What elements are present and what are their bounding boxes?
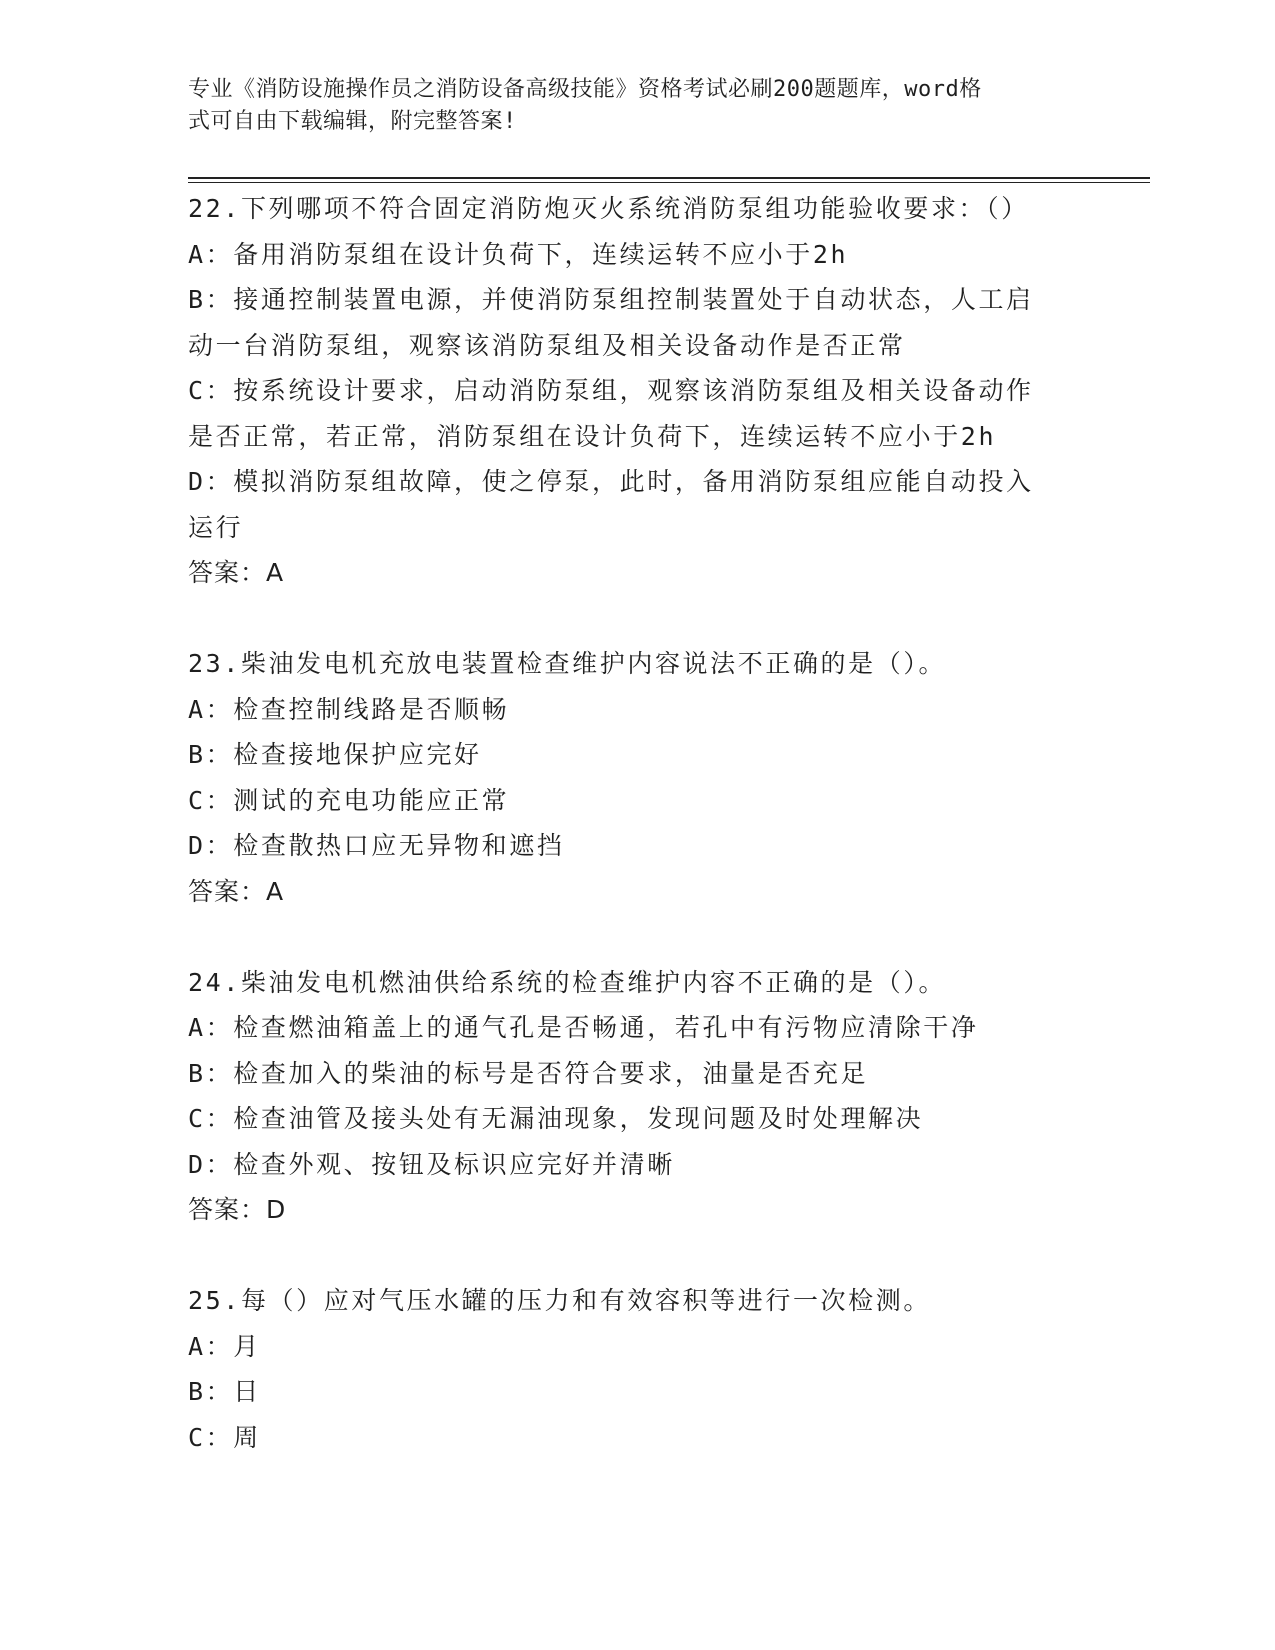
- question-option: C：按系统设计要求，启动消防泵组，观察该消防泵组及相关设备动作: [188, 376, 1034, 405]
- question-item: [188, 1278, 1088, 1460]
- question-option: D：检查外观、按钮及标识应完好并清晰: [188, 1149, 675, 1179]
- question-option: B：日: [188, 1377, 261, 1406]
- question-option: B：接通控制装置电源，并使消防泵组控制装置处于自动状态，人工启: [188, 285, 1034, 314]
- question-option: B：检查加入的柴油的标号是否符合要求，油量是否充足: [188, 1058, 869, 1088]
- question-item: [188, 186, 1088, 596]
- question-option: A：备用消防泵组在设计负荷下，连续运转不应小于2h: [188, 239, 849, 269]
- question-option: C：检查油管及接头处有无漏油现象，发现问题及时处理解决: [188, 1104, 924, 1133]
- question-stem: 25.每（）应对气压水罐的压力和有效容积等进行一次检测。: [188, 1286, 931, 1315]
- question-option-continued: 动一台消防泵组，观察该消防泵组及相关设备动作是否正常: [188, 330, 906, 360]
- header-divider-thin: [188, 182, 1150, 183]
- question-option: D：检查散热口应无异物和遮挡: [188, 831, 565, 860]
- question-option: C：周: [188, 1422, 261, 1452]
- header-divider-thick: [188, 177, 1150, 179]
- question-spacer: [188, 1233, 1088, 1279]
- document-header: [188, 74, 1088, 138]
- header-line: 专业《消防设施操作员之消防设备高级技能》资格考试必刷200题题库，word格: [188, 77, 982, 102]
- question-answer: 答案：A: [188, 876, 285, 906]
- question-item: [188, 960, 1088, 1233]
- question-option-continued: 运行: [188, 512, 244, 542]
- question-list: [188, 186, 1088, 1460]
- question-spacer: [188, 596, 1088, 642]
- question-stem: 22.下列哪项不符合固定消防炮灭火系统消防泵组功能验收要求：（）: [188, 194, 1029, 223]
- question-stem: 23.柴油发电机充放电装置检查维护内容说法不正确的是（）。: [188, 649, 947, 678]
- question-option: B：检查接地保护应完好: [188, 740, 482, 769]
- question-option: A：月: [188, 1331, 261, 1361]
- header-line: 式可自由下载编辑，附完整答案!: [188, 109, 517, 134]
- question-stem: 24.柴油发电机燃油供给系统的检查维护内容不正确的是（）。: [188, 967, 947, 997]
- question-spacer: [188, 914, 1088, 960]
- question-answer: 答案：D: [188, 1195, 287, 1224]
- question-item: [188, 641, 1088, 914]
- question-option: A：检查燃油箱盖上的通气孔是否畅通，若孔中有污物应清除干净: [188, 1013, 979, 1042]
- question-option: A：检查控制线路是否顺畅: [188, 694, 510, 724]
- question-option: D：模拟消防泵组故障，使之停泵，此时，备用消防泵组应能自动投入: [188, 467, 1034, 496]
- question-option-continued: 是否正常，若正常，消防泵组在设计负荷下，连续运转不应小于2h: [188, 421, 997, 451]
- question-answer: 答案：A: [188, 558, 285, 587]
- question-option: C：测试的充电功能应正常: [188, 785, 510, 815]
